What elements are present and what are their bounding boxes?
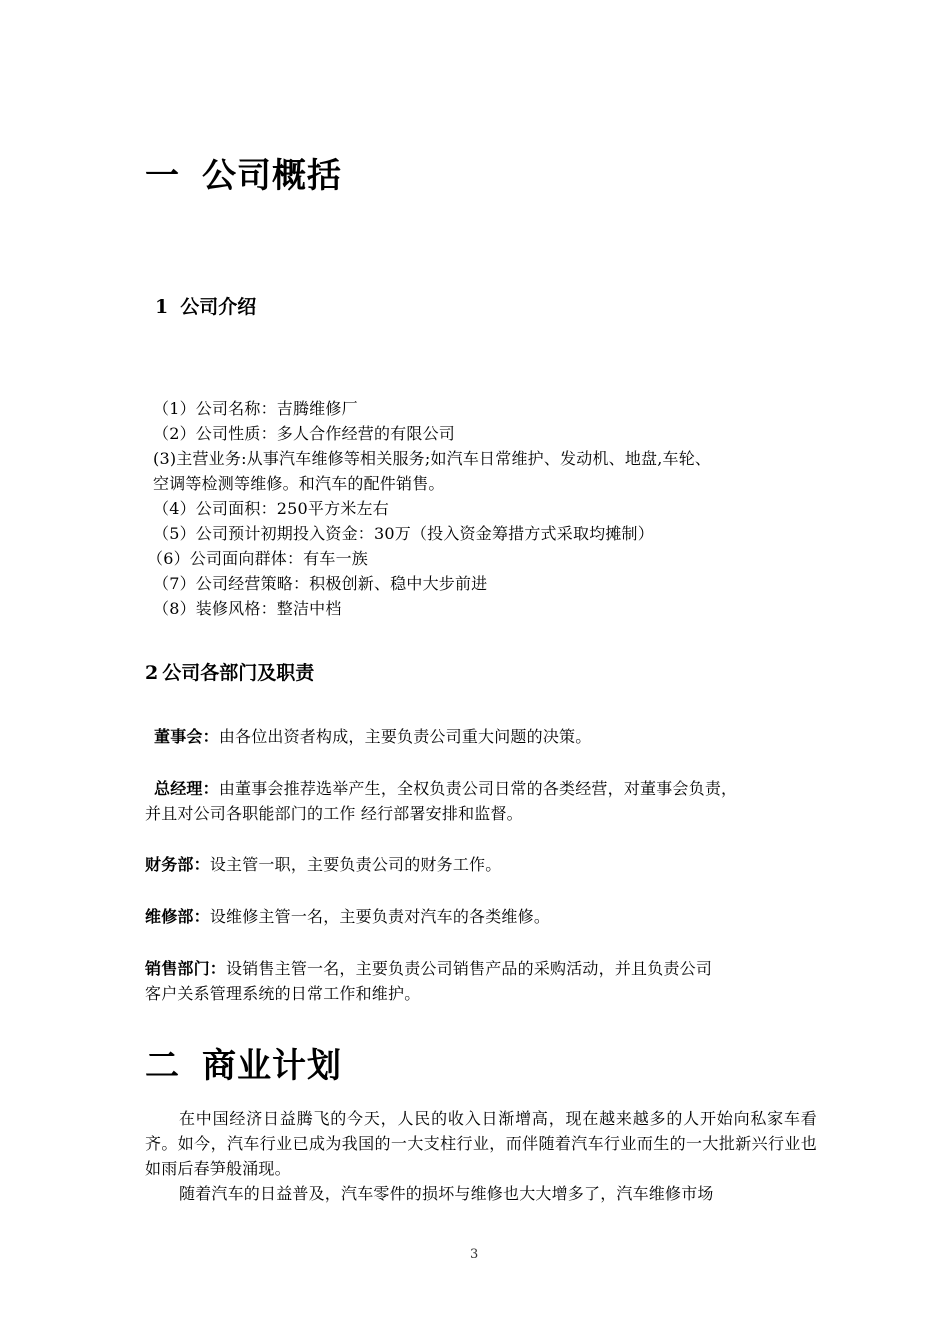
section-heading-2 xyxy=(145,1038,342,1087)
info-item-area: （4）公司面积：250平方米左右 xyxy=(153,499,389,518)
subsection-heading-1 xyxy=(155,292,256,319)
department-text: 由董事会推荐选举产生，全权负责公司日常的各类经营，对董事会负责， xyxy=(218,779,738,798)
info-item-nature: （2）公司性质：多人合作经营的有限公司 xyxy=(153,424,455,443)
subsection-title: 公司各部门及职责 xyxy=(162,662,315,684)
section-heading-1 xyxy=(145,148,342,197)
subsection-number: 1 xyxy=(155,296,169,318)
department-label: 维修部： xyxy=(145,907,210,926)
business-plan-paragraph-1: 在中国经济日益腾飞的今天，人民的收入日渐增高，现在越来越多的人开始向私家车看齐。如今，汽车行业已成为我国的一大支柱行业，而伴随着汽车行业而生的一大批新兴行业也如雨后春笋般涌现。 xyxy=(145,1109,817,1178)
section-title: 商业计划 xyxy=(202,1046,342,1086)
department-sales-cont: 客户关系管理系统的日常工作和维护。 xyxy=(145,984,421,1003)
department-label: 销售部门： xyxy=(145,959,227,978)
info-item-business: (3)主营业务:从事汽车维修等相关服务;如汽车日常维护、发动机、地盘,车轮、 xyxy=(153,449,712,468)
department-repair xyxy=(145,904,550,929)
info-item-investment: （5）公司预计初期投入资金：30万（投入资金筹措方式采取均摊制） xyxy=(153,524,654,543)
department-finance xyxy=(145,852,501,877)
info-item-name: （1）公司名称：吉腾维修厂 xyxy=(153,399,358,418)
department-label: 财务部： xyxy=(145,855,210,874)
department-label: 总经理： xyxy=(154,779,219,798)
page-number: 3 xyxy=(470,1247,479,1262)
section-number: 一 xyxy=(145,156,180,196)
info-item-audience: （6）公司面向群体：有车一族 xyxy=(147,549,368,568)
department-text: 由各位出资者构成，主要负责公司重大问题的决策。 xyxy=(218,727,592,746)
subsection-number: 2 xyxy=(145,662,159,684)
department-gm-cont: 并且对公司各职能部门的工作 经行部署安排和监督。 xyxy=(145,804,523,823)
section-title: 公司概括 xyxy=(202,156,342,196)
department-text: 设销售主管一名，主要负责公司销售产品的采购活动，并且负责公司 xyxy=(226,959,713,978)
business-plan-paragraph-2: 随着汽车的日益普及，汽车零件的损坏与维修也大大增多了，汽车维修市场 xyxy=(179,1184,714,1203)
info-item-decor: （8）装修风格：整洁中档 xyxy=(153,599,342,618)
subsection-title: 公司介绍 xyxy=(180,296,257,318)
department-text: 设主管一职，主要负责公司的财务工作。 xyxy=(209,855,502,874)
subsection-heading-2 xyxy=(145,658,314,685)
section-number: 二 xyxy=(145,1046,180,1086)
department-gm xyxy=(154,776,737,801)
info-item-strategy: （7）公司经营策略：积极创新、稳中大步前进 xyxy=(153,574,488,593)
department-label: 董事会： xyxy=(154,727,219,746)
info-item-business-cont: 空调等检测等维修。和汽车的配件销售。 xyxy=(153,474,445,493)
department-board xyxy=(154,724,591,749)
department-sales xyxy=(145,956,712,981)
department-text: 设维修主管一名，主要负责对汽车的各类维修。 xyxy=(209,907,551,926)
